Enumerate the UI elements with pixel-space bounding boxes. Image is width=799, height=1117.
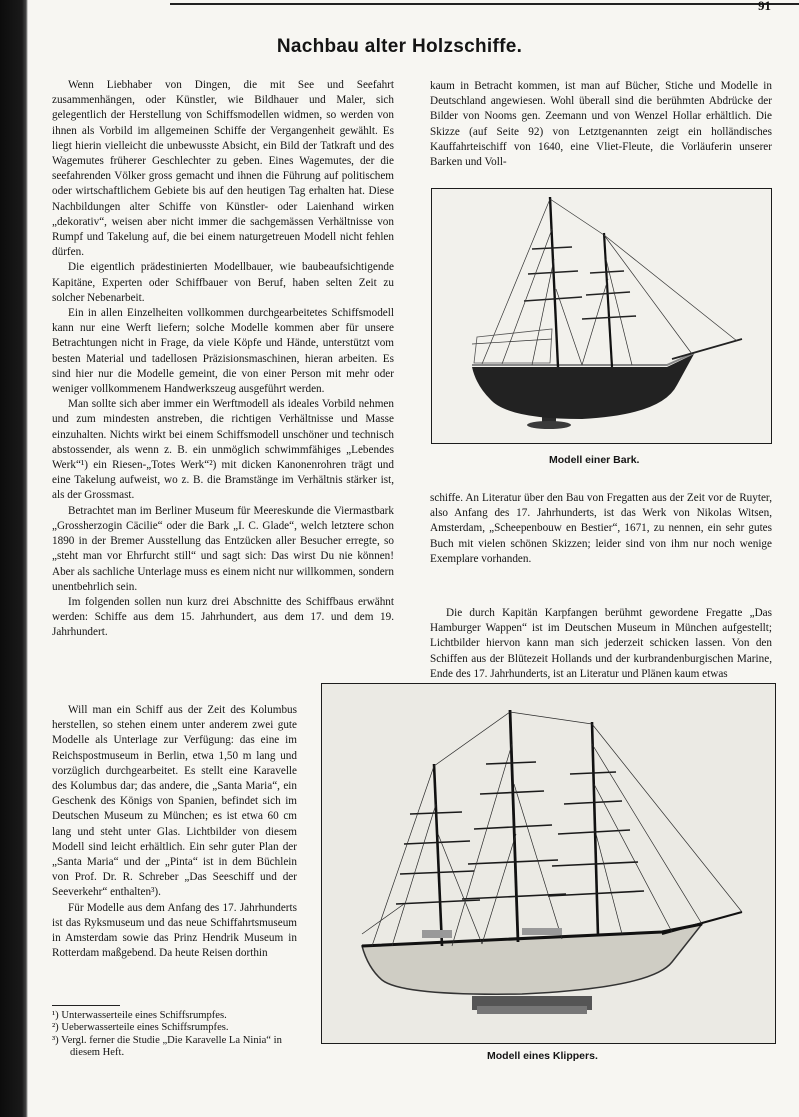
right-column-bottom xyxy=(430,606,772,682)
footnote-rule xyxy=(52,1005,120,1006)
paragraph: Die durch Kapitän Karpfangen berühmt gewordene Fregatte „Das Hamburger Wappen“ ist im Deutschen Museum in München aufgestellt; Lichtbilder hiervon kann man sich jederzeit schicken lassen. Von den Schiffen aus der Blütezeit Hollands und der kurbrandenburgischen Marine, Ende des 17. Jahrhunderts, ist an Literatur und Plänen kaum etwas xyxy=(430,607,772,680)
paragraph: schiffe. An Literatur über den Bau von Fregatten aus der Zeit vor de Ruyter, also Anfang des 17. Jahrhunderts, ist das Werk von Nikolas Witsen, Amsterdam, „Scheepenbouw en Bestier“, 1671, zu nennen, ein sehr gutes Buch mit vielen schönen Skizzen; leider sind von ihm nur noch wenige Exemplare vorhanden. xyxy=(430,492,772,565)
footnote: ²) Ueberwasserteile eines Schiffsrumpfes. xyxy=(52,1022,229,1034)
figure-caption: Modell einer Bark. xyxy=(549,454,640,466)
left-narrow-column xyxy=(52,703,297,961)
paragraph: Wenn Liebhaber von Dingen, die mit See und Seefahrt zusammenhängen, oder Künstler, wie Bildhauer und Maler, sich gelegentlich der Herstellung von Schiffsmodellen widmen, so werden von ihnen als Vorbild im allgemeinen Schiffe der Vergangenheit gewählt. Es liegt hierin vielleicht die unbewusste Absicht, ein Bild der Tatkraft und des Wagemutes früherer Geschlechter zu geben. Eines Wagemutes, der die seefahrenden Völker gross gemacht und ihnen die Führung auf politischem oder wirtschaftlichem Gebiete bis auf den heutigen Tag erhalten hat. Diese Nachbildungen alter Schiffe von Künstler- oder Laienhand wirken „dekorativ“, weisen aber nicht immer die sachgemässen Verhältnisse von Rumpf und Takelung auf, die bei einem naturgetreuen Modell nicht fehlen dürfen. xyxy=(52,79,394,259)
paragraph: Ein in allen Einzelheiten vollkommen durchgearbeitetes Schiffsmodell kann nur eine Werft liefern; solche Modelle kommen aber für unsere Betrachtungen nicht in Frage, da viele Köpfe und Hände, unterstützt vom besten Material und tadellosen Präzisionsmaschinen, hieran arbeiten. Es sind hier nur die Modelle gemeint, die von einer Person mit mehr oder weniger vollkommenem Handwerkszeug ausgeführt werden. xyxy=(52,307,394,396)
clipper-model-photo xyxy=(321,683,776,1044)
paragraph: Für Modelle aus dem Anfang des 17. Jahrhunderts ist das Ryksmuseum und das neue Schiffahrtsmuseum in Amsterdam sowie das Prinz Hendrik Museum in Rotterdam maßgebend. Da heute Reisen dorthin xyxy=(52,901,297,960)
paragraph: Die eigentlich prädestinierten Modellbauer, wie baubeaufsichtigende Kapitäne, Experten oder Schiffbauer von Beruf, haben selten Zeit zu solcher Nebenarbeit. xyxy=(52,261,394,304)
paragraph: Im folgenden sollen nun kurz drei Abschnitte des Schiffbaus erwähnt werden: Schiffe aus dem 15. Jahrhundert, aus dem 17. und dem 19. Jahrhundert. xyxy=(52,595,394,639)
footnote: ¹) Unterwasserteile eines Schiffsrumpfes. xyxy=(52,1010,227,1021)
article-title: Nachbau alter Holzschiffe. xyxy=(276,36,523,57)
paragraph: kaum in Betracht kommen, ist man auf Bücher, Stiche und Modelle in Deutschland angewiesen. Wohl überall sind die berühmten Abdrücke der Bilder von Nooms gen. Zeemann und von Wenzel Hollar erhältlich. Die Skizze (auf Seite 92) von Letztgenannten zeigt ein holländisches Kauffahrteischiff von 1640, eine Vliet-Fleute, die Vorläuferin unserer Barken und Voll- xyxy=(430,80,772,169)
bark-model-photo xyxy=(431,188,772,444)
clipper-ship-illustration xyxy=(322,684,775,1043)
paragraph: Man sollte sich aber immer ein Werftmodell als ideales Vorbild nehmen und zum mindesten anstreben, die richtigen Verhältnisse und Masse einzuhalten. Nichts wirkt bei einem Schiffsmodell unschöner und technisch abstossender, als wenn z. B. ein unmöglich schwimmfähiges „Lebendes Werk“¹) ein Riesen-„Totes Werk“²) mit dicken Kanonenrohren trägt und eine Takelung aufweist, wo z. B. die Bramstänge im Verhältnis stärker ist, als der Grossmast. xyxy=(52,398,394,502)
binding-shadow xyxy=(0,0,28,1117)
header-rule xyxy=(170,3,799,5)
right-column-middle xyxy=(430,491,772,567)
footnotes xyxy=(52,1010,314,1060)
right-column-top xyxy=(430,79,772,170)
bark-ship-illustration xyxy=(432,189,771,443)
left-column xyxy=(52,78,394,641)
paragraph: Betrachtet man im Berliner Museum für Meereskunde die Viermastbark „Grossherzogin Cäcilie“ oder die Bark „I. C. Glade“, welch letztere schon 1890 in der Bremer Ausstellung das Entzücken aller Besucher erregte, so „steht man vor Ehrfurcht still“ und sagt sich: Das wirst Du nie können! Aber als sachliche Unterlage muss es einem nicht nur willkommen, sondern unentbehrlich sein. xyxy=(52,504,394,593)
figure-caption: Modell eines Klippers. xyxy=(487,1050,598,1062)
page-number: 91 xyxy=(758,0,771,13)
footnote: ³) Vergl. ferner die Studie „Die Karavelle La Ninia“ in diesem Heft. xyxy=(52,1034,282,1059)
paragraph: Will man ein Schiff aus der Zeit des Kolumbus herstellen, so stehen einem unter anderem zwei gute Modelle als Unterlage zur Verfügung: das eine im Reichspostmuseum in Berlin, etwa 1,50 m lang und vorzüglich durchgearbeitet. Es stellt eine Karavelle des Kolumbus dar; das andere, die „Santa Maria“, ein Geschenk des Königs von Spanien, befindet sich im Deutschen Museum zu München; es ist etwa 60 cm lang und steht unter Glas. Lichtbilder von diesem Modell sind leicht erhältlich. Ein sehr guter Plan der „Santa Maria“ und der „Pinta“ ist in dem Büchlein von Prof. Dr. R. Schreber „Das Seeschiff und der Seeverkehr“ enthalten³). xyxy=(52,704,297,899)
